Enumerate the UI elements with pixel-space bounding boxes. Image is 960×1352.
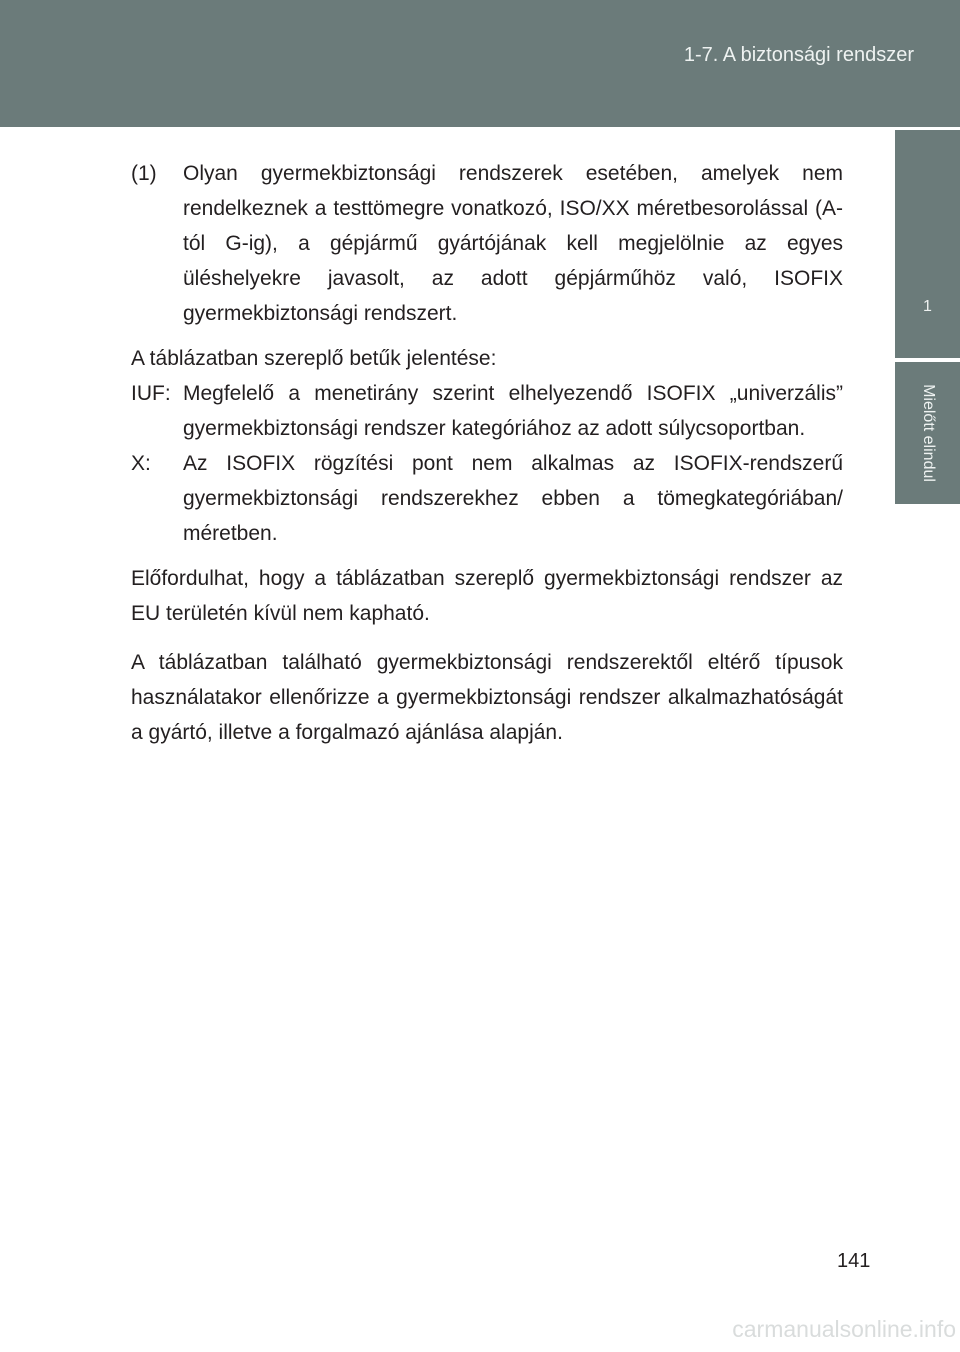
legend-text: Megfelelő a menetirány szerint elhelyezendő ISOFIX „univerzális” gyermekbiztonsági rendszer kategóriához az adott súlycsoportban.	[183, 382, 843, 440]
watermark: carmanualsonline.info	[732, 1316, 956, 1342]
chapter-number: 1	[923, 298, 932, 315]
header-bar	[0, 0, 960, 127]
main-content	[131, 156, 843, 750]
note-label: (1)	[131, 162, 157, 185]
note-text: Olyan gyermekbiztonsági rendszerek esetében, amelyek nem rendelkeznek a testtömegre vonatkozó, ISO/XX méretbesorolással (A-tól G-ig), a gépjármű gyártójának kell megjelölnie az egyes üléshelyekre javasolt, az adott gépjárműhöz való, ISOFIX gyermekbiztonsági rendszert.	[183, 162, 843, 325]
legend-text: Az ISOFIX rögzítési pont nem alkalmas az ISOFIX-rendszerű gyermekbiztonsági rendszerekhez ebben a tömegkategóriában/ méretben.	[183, 452, 843, 545]
chapter-tab	[895, 130, 960, 358]
legend-item-iuf	[131, 376, 843, 446]
legend-label: IUF:	[131, 382, 171, 405]
legend-label: X:	[131, 452, 151, 475]
chapter-label-tab	[895, 362, 960, 504]
section-title: 1-7. A biztonsági rendszer	[683, 44, 914, 66]
availability-paragraph: Előfordulhat, hogy a táblázatban szereplő gyermekbiztonsági rendszer az EU területén kívül nem kapható.	[131, 567, 843, 625]
legend-intro: A táblázatban szereplő betűk jelentése:	[131, 347, 497, 370]
legend-item-x	[131, 446, 843, 551]
chapter-label: Mielőtt elindul	[919, 384, 937, 482]
note-item	[131, 156, 843, 331]
compatibility-paragraph: A táblázatban található gyermekbiztonsági rendszerektől eltérő típusok használatakor ellenőrizze a gyermekbiztonsági rendszer alkalmazhatóságát a gyártó, illetve a forgalmazó ajánlása alapján.	[131, 651, 843, 744]
page-number: 141	[837, 1250, 871, 1272]
